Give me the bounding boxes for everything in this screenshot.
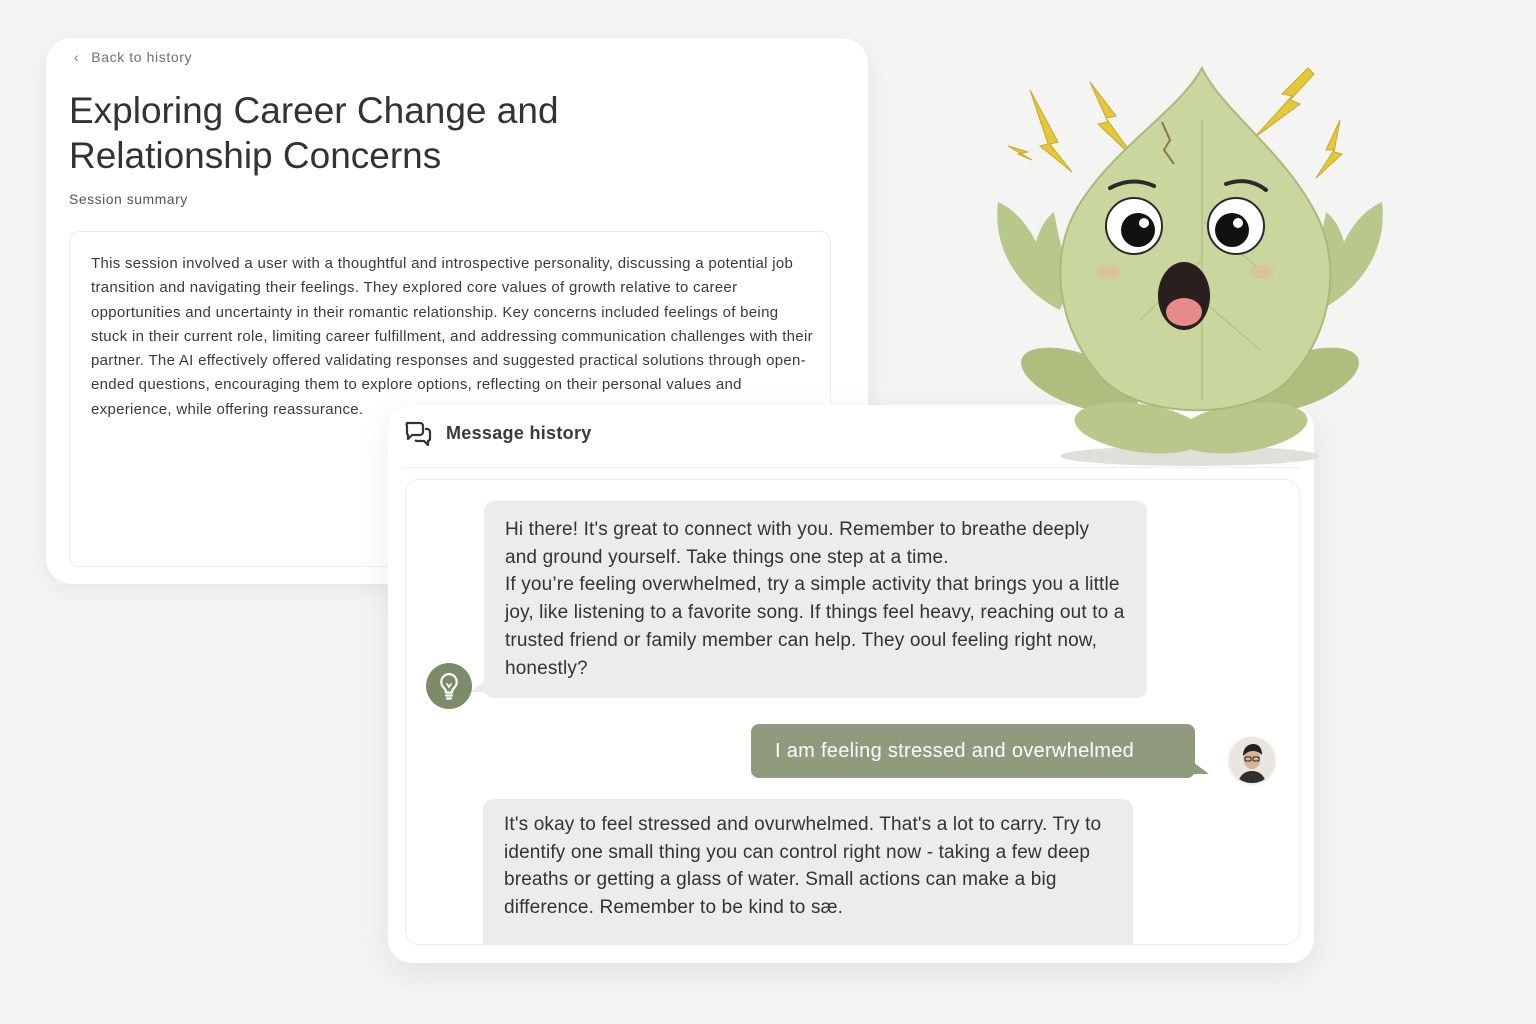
chevron-left-icon: ‹ xyxy=(74,49,80,65)
history-title: Message history xyxy=(446,422,592,443)
lightbulb-icon xyxy=(436,671,462,701)
bot-message xyxy=(484,501,1147,698)
bot-message-text: Hi there! It's great to connect with you. Remember to breathe deeply and ground yourself. Take things one step at a time. If you’re feeling overwhelmed, try a simple activity that brings you a little joy, like listening to a favorite song. If things feel heavy, reaching out to a trusted friend or family member can help. They ooul feeling right now, honestly? xyxy=(505,519,1125,679)
summary-meta: Session summary xyxy=(69,191,188,207)
history-header xyxy=(404,419,592,447)
bot-message xyxy=(483,799,1133,945)
user-photo-icon xyxy=(1229,737,1275,783)
user-avatar xyxy=(1229,737,1275,783)
back-link-label: Back to history xyxy=(91,49,193,65)
chat-bubbles-icon xyxy=(404,419,432,447)
user-message xyxy=(751,724,1195,778)
stressed-leaf-mascot xyxy=(990,60,1410,480)
user-message-text: I am feeling stressed and overwhelmed xyxy=(775,739,1135,762)
messages-area[interactable] xyxy=(405,479,1300,945)
bot-message-text: It's okay to feel stressed and ovurwhelmed. That's a lot to carry. Try to identify one small thing you can control right now - taking a few deep breaths or getting a glass of water. Small actions can make a big difference. Remember to be kind to sæ. xyxy=(504,814,1102,919)
page-title: Exploring Career Change and Relationship Concerns xyxy=(69,90,559,176)
message-history-panel xyxy=(388,405,1314,963)
back-to-history-link[interactable] xyxy=(74,49,192,65)
bot-avatar xyxy=(426,663,472,709)
summary-text: This session involved a user with a thoughtful and introspective personality, discussing a potential job transition and navigating their feelings. They explored core values of growth relative to career opportunities and uncertainty in their romantic relationship. Key concerns included feelings of being stuck in their current role, limiting career fulfillment, and addressing communication challenges with their partner. The AI effectively offered validating responses and suggested practical solutions through open-ended questions, encouraging them to explore options, reflecting on their personal values and experience, while offering reassurance. xyxy=(91,255,813,418)
